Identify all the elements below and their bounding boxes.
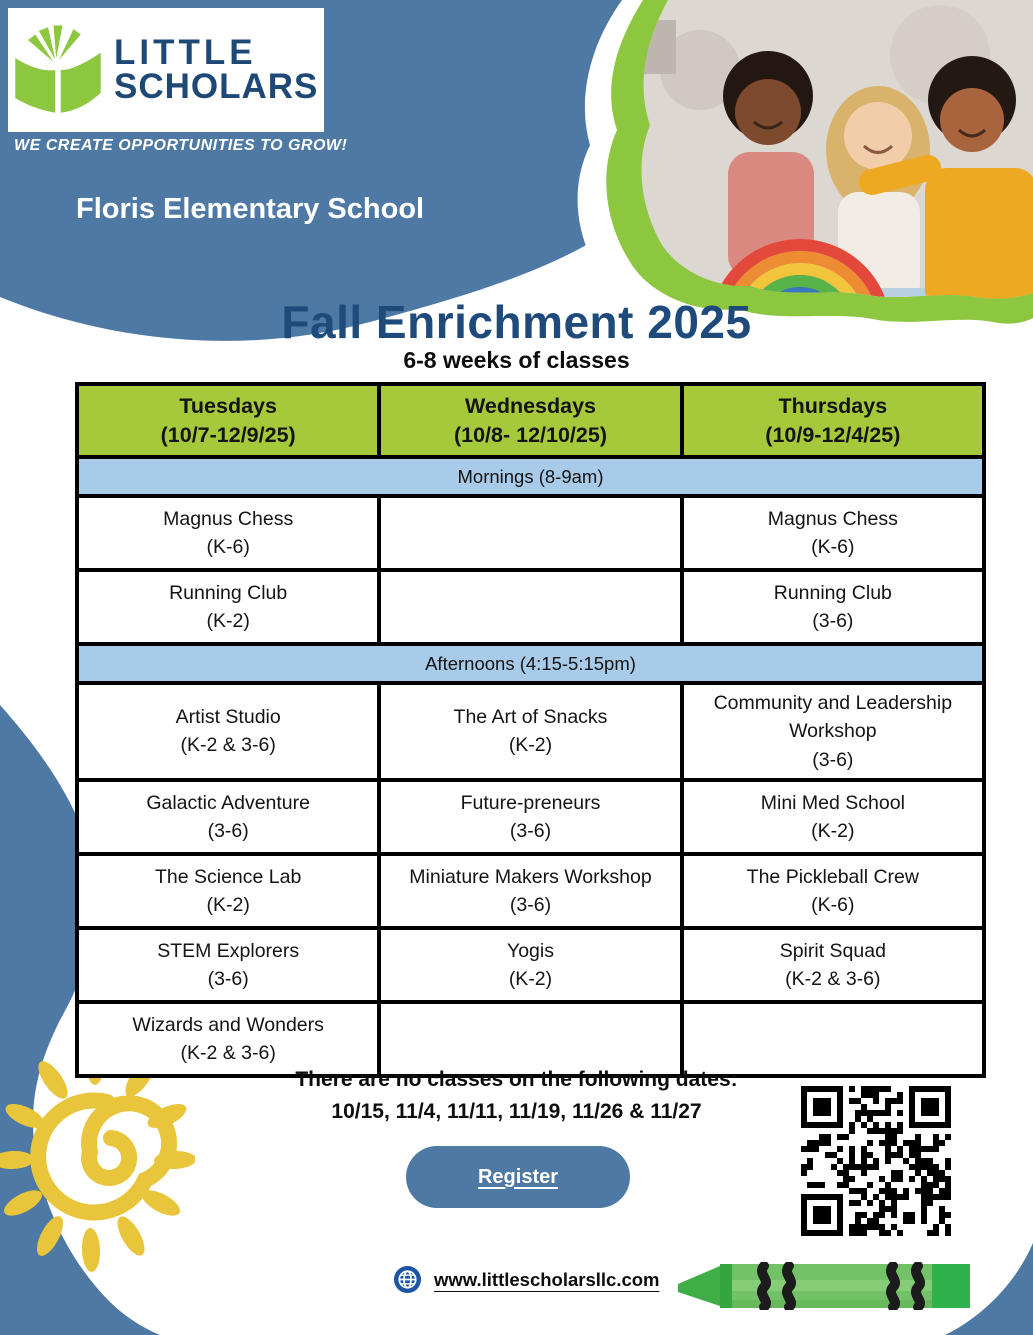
logo-text-scholars: SCHOLARS xyxy=(114,67,319,106)
website-link[interactable]: www.littlescholarsllc.com xyxy=(434,1268,660,1290)
table-section-row: Mornings (8-9am) xyxy=(77,457,984,496)
logo-text-little: LITTLE xyxy=(114,32,257,72)
class-cell: Running Club (3-6) xyxy=(682,570,984,644)
table-section-row: Afternoons (4:15-5:15pm) xyxy=(77,644,984,683)
register-button[interactable] xyxy=(406,1146,630,1208)
logo xyxy=(8,8,324,132)
table-row xyxy=(77,496,984,570)
schedule-table xyxy=(75,382,986,1078)
empty-cell xyxy=(379,496,681,570)
table-row xyxy=(77,928,984,1002)
table-row xyxy=(77,1002,984,1076)
table-row xyxy=(77,780,984,854)
class-cell: Miniature Makers Workshop (3-6) xyxy=(379,854,681,928)
class-cell: Wizards and Wonders (K-2 & 3-6) xyxy=(77,1002,379,1076)
brand-tagline: WE CREATE OPPORTUNITIES TO GROW! xyxy=(14,137,348,154)
empty-cell xyxy=(682,1002,984,1076)
class-cell: STEM Explorers (3-6) xyxy=(77,928,379,1002)
table-row xyxy=(77,683,984,780)
day-column-header: Thursdays (10/9-12/4/25) xyxy=(682,384,984,457)
page-subtitle: 6-8 weeks of classes xyxy=(403,347,630,373)
empty-cell xyxy=(379,1002,681,1076)
class-cell: The Art of Snacks (K-2) xyxy=(379,683,681,780)
no-class-dates: 10/15, 11/4, 11/11, 11/19, 11/26 & 11/27 xyxy=(331,1100,702,1123)
day-column-header: Tuesdays (10/7-12/9/25) xyxy=(77,384,379,457)
class-cell: Future-preneurs (3-6) xyxy=(379,780,681,854)
class-cell: Magnus Chess (K-6) xyxy=(77,496,379,570)
day-column-header: Wednesdays (10/8- 12/10/25) xyxy=(379,384,681,457)
class-cell: Artist Studio (K-2 & 3-6) xyxy=(77,683,379,780)
class-cell: Galactic Adventure (3-6) xyxy=(77,780,379,854)
no-class-notice-heading: There are no classes on the following dates: xyxy=(295,1068,738,1091)
class-cell: Spirit Squad (K-2 & 3-6) xyxy=(682,928,984,1002)
globe-icon xyxy=(393,1265,422,1294)
open-book-icon xyxy=(8,18,108,122)
table-row xyxy=(77,854,984,928)
table-row xyxy=(77,570,984,644)
schedule-table-wrap xyxy=(75,382,986,1078)
class-cell: Running Club (K-2) xyxy=(77,570,379,644)
class-cell: The Pickleball Crew (K-6) xyxy=(682,854,984,928)
green-crayon-icon xyxy=(678,1262,970,1310)
page-title: Fall Enrichment 2025 xyxy=(281,296,752,348)
class-cell: The Science Lab (K-2) xyxy=(77,854,379,928)
class-cell: Magnus Chess (K-6) xyxy=(682,496,984,570)
class-cell: Mini Med School (K-2) xyxy=(682,780,984,854)
qr-code xyxy=(801,1086,951,1236)
footer-website-row xyxy=(393,1265,660,1294)
empty-cell xyxy=(379,570,681,644)
register-button-label: Register xyxy=(477,1165,559,1188)
class-cell: Yogis (K-2) xyxy=(379,928,681,1002)
class-cell: Community and Leadership Workshop (3-6) xyxy=(682,683,984,780)
school-name: Floris Elementary School xyxy=(76,193,425,225)
